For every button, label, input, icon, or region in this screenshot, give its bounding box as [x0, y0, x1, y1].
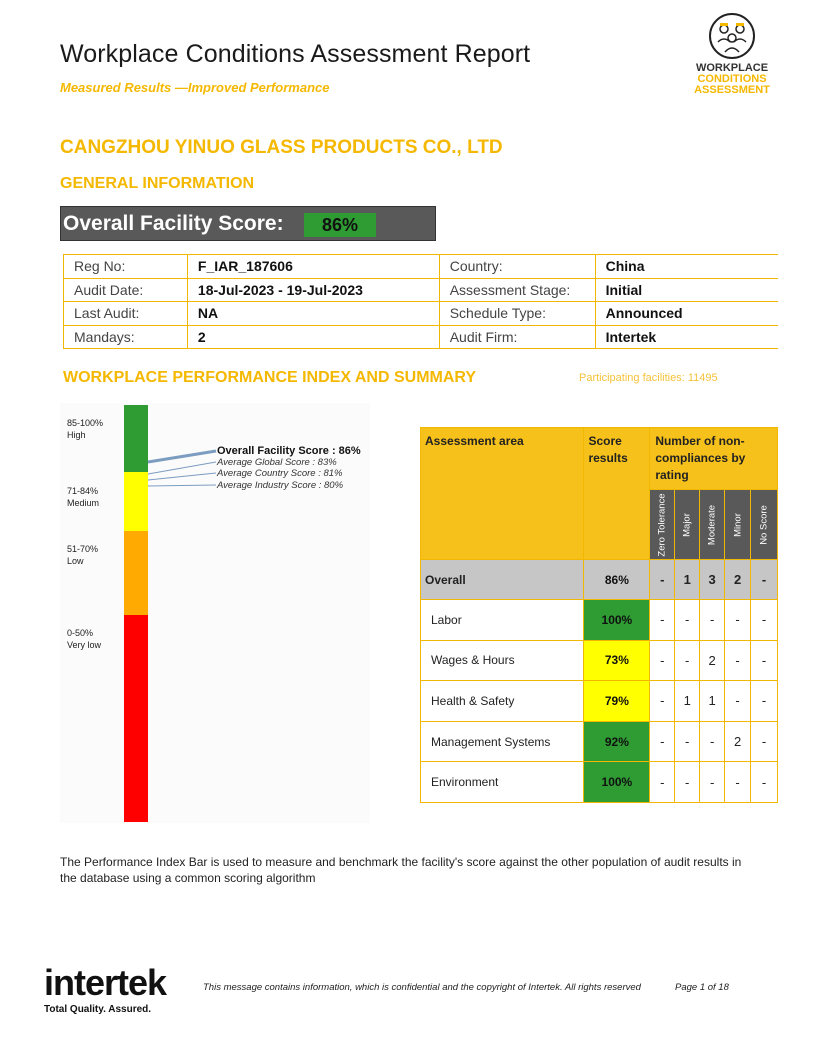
intertek-wordmark: intertek — [44, 962, 167, 1003]
confidential-notice: This message contains information, which is confidential and the copyright of Intertek. All rights reserved — [203, 982, 641, 993]
nc-count: - — [700, 762, 725, 803]
col-header-non-compliances: Number of non-compliances by rating — [650, 428, 778, 490]
table-row — [421, 640, 778, 681]
nc-count: - — [725, 681, 751, 722]
info-label: Last Audit: — [64, 302, 188, 326]
overall-score-banner — [60, 206, 436, 241]
nc-count: 1 — [675, 681, 700, 722]
logo-line-2: CONDITIONS — [697, 73, 767, 85]
table-row — [421, 681, 778, 722]
facility-score-label: Overall Facility Score : 86% — [217, 445, 361, 457]
overall-count: - — [650, 560, 675, 600]
global-score-label: Average Global Score : 83% — [217, 457, 337, 468]
table-row — [421, 721, 778, 762]
nc-count: - — [751, 640, 778, 681]
area-score: 100% — [584, 762, 650, 803]
info-label: Reg No: — [64, 255, 188, 279]
info-label: Audit Date: — [64, 278, 188, 302]
nc-count: - — [725, 640, 751, 681]
info-row — [64, 302, 779, 326]
overall-score: 86% — [584, 560, 650, 600]
table-row — [421, 600, 778, 641]
general-info-heading: GENERAL INFORMATION — [60, 175, 255, 192]
info-value: Intertek — [595, 325, 778, 349]
nc-count: - — [725, 762, 751, 803]
score-pointer-lines — [140, 445, 220, 495]
band-low — [124, 531, 148, 615]
facility-score-line — [148, 451, 216, 462]
nc-count: - — [650, 762, 675, 803]
area-label: Labor — [421, 600, 584, 641]
summary-table — [420, 427, 778, 803]
nc-count: - — [700, 600, 725, 641]
participating-facilities: Participating facilities: 11495 — [579, 372, 718, 384]
nc-count: - — [675, 762, 700, 803]
overall-count: 1 — [675, 560, 700, 600]
band-label-very-low: 0-50% Very low — [67, 628, 102, 650]
nc-count: - — [675, 600, 700, 641]
overall-count: - — [751, 560, 778, 600]
col-header-area: Assessment area — [421, 428, 584, 560]
rating-moderate: Moderate — [700, 490, 725, 560]
band-label-medium: 71-84% Medium — [67, 486, 100, 508]
area-label: Management Systems — [421, 721, 584, 762]
nc-count: - — [675, 721, 700, 762]
info-value: 18-Jul-2023 - 19-Jul-2023 — [187, 278, 439, 302]
area-score: 92% — [584, 721, 650, 762]
info-value: China — [595, 255, 778, 279]
nc-count: - — [650, 600, 675, 641]
nc-count: - — [675, 640, 700, 681]
intertek-tagline: Total Quality. Assured. — [44, 1004, 152, 1015]
info-label: Schedule Type: — [439, 302, 595, 326]
country-score-label: Average Country Score : 81% — [217, 468, 343, 479]
workers-icon — [706, 12, 758, 60]
nc-count: 1 — [700, 681, 725, 722]
company-name: CANGZHOU YINUO GLASS PRODUCTS CO., LTD — [60, 137, 503, 158]
page-number: Page 1 of 18 — [675, 982, 729, 993]
info-value: F_IAR_187606 — [187, 255, 439, 279]
rating-zero-tolerance: Zero Tolerance — [650, 490, 675, 560]
band-label-high: 85-100% High — [67, 418, 104, 440]
rating-minor: Minor — [725, 490, 751, 560]
overall-row — [421, 560, 778, 600]
nc-count: 2 — [700, 640, 725, 681]
logo-line-1: WORKPLACE — [695, 62, 769, 74]
area-label: Environment — [421, 762, 584, 803]
nc-count: - — [700, 721, 725, 762]
nc-count: - — [751, 721, 778, 762]
info-value: NA — [187, 302, 439, 326]
overall-count: 3 — [700, 560, 725, 600]
general-info-table — [63, 254, 778, 349]
area-score: 79% — [584, 681, 650, 722]
nc-count: - — [650, 681, 675, 722]
nc-count: - — [751, 762, 778, 803]
area-score: 73% — [584, 640, 650, 681]
intertek-logo — [44, 964, 166, 1015]
info-row — [64, 325, 779, 349]
performance-footnote: The Performance Index Bar is used to measure and benchmark the facility's score against the other population of audit results in the database using a common scoring algorithm — [60, 855, 742, 885]
nc-count: - — [725, 600, 751, 641]
industry-score-label: Average Industry Score : 80% — [217, 480, 344, 491]
overall-count: 2 — [725, 560, 751, 600]
nc-count: - — [751, 600, 778, 641]
industry-score-line — [148, 485, 216, 486]
area-score: 100% — [584, 600, 650, 641]
info-row — [64, 255, 779, 279]
info-value: Announced — [595, 302, 778, 326]
rating-major: Major — [675, 490, 700, 560]
report-subtitle: Measured Results —Improved Performance — [60, 80, 330, 95]
info-label: Mandays: — [64, 325, 188, 349]
col-header-score: Score results — [584, 428, 650, 560]
overall-score-value: 86% — [304, 213, 376, 237]
report-title: Workplace Conditions Assessment Report — [60, 40, 531, 68]
global-score-line — [148, 462, 216, 474]
wca-logo — [690, 12, 774, 96]
area-label: Wages & Hours — [421, 640, 584, 681]
nc-count: - — [650, 721, 675, 762]
logo-line-3: ASSESSMENT — [694, 84, 770, 96]
info-label: Audit Firm: — [439, 325, 595, 349]
info-value: 2 — [187, 325, 439, 349]
info-label: Assessment Stage: — [439, 278, 595, 302]
rating-no-score: No Score — [751, 490, 778, 560]
band-very-low — [124, 615, 148, 822]
overall-label: Overall — [421, 560, 584, 600]
nc-count: 2 — [725, 721, 751, 762]
area-label: Health & Safety — [421, 681, 584, 722]
overall-score-label: Overall Facility Score: — [63, 212, 284, 235]
nc-count: - — [650, 640, 675, 681]
table-row — [421, 762, 778, 803]
info-value: Initial — [595, 278, 778, 302]
info-label: Country: — [439, 255, 595, 279]
performance-heading: WORKPLACE PERFORMANCE INDEX AND SUMMARY — [63, 369, 477, 386]
nc-count: - — [751, 681, 778, 722]
info-row — [64, 278, 779, 302]
band-label-low: 51-70% Low — [67, 544, 99, 566]
country-score-line — [148, 473, 216, 480]
